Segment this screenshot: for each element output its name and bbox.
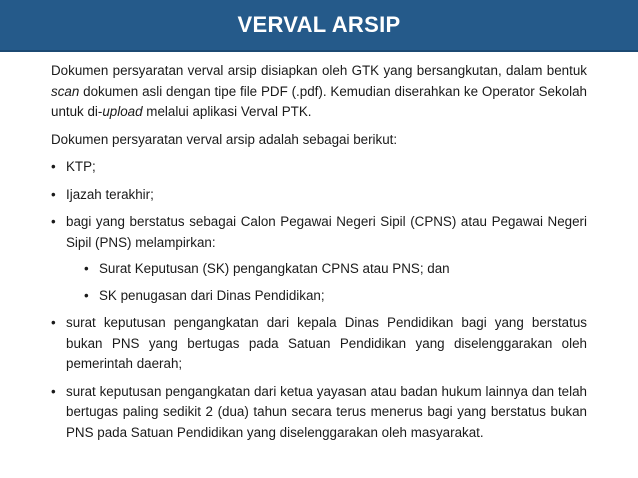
list-item-sk-yayasan: • surat keputusan pengangkatan dari ketua yayasan atau badan hukum lainnya dan telah bertugas paling sedikit 2 (dua) tahun secara terus menerus bagi yang berstatus bukan PNS pada Satuan Pendidikan yang diselenggarakan oleh masyarakat. (51, 382, 587, 444)
list-item-ijazah: • Ijazah terakhir; (51, 185, 587, 206)
sublist-item-sk-penugasan: • SK penugasan dari Dinas Pendidikan; (81, 286, 587, 307)
intro-text-1: Dokumen persyaratan verval arsip disiapkan oleh GTK yang bersangkutan, dalam bentuk (51, 63, 587, 78)
requirements-list (51, 157, 587, 443)
list-item-ktp: • KTP; (51, 157, 587, 178)
intro-text-3: melalui aplikasi Verval PTK. (142, 104, 312, 119)
intro-upload-term: upload (102, 104, 143, 119)
document-body (51, 61, 587, 450)
list-item-cpns-pns: • bagi yang berstatus sebagai Calon Pegawai Negeri Sipil (CPNS) atau Pegawai Negeri Sipil (PNS) melampirkan: • Surat Keputusan (SK) pengangkatan CPNS atau PNS; dan • SK penugasan dari Dinas Pendidikan; (51, 212, 587, 306)
sublist-item-sk-pengangkatan: • Surat Keputusan (SK) pengangkatan CPNS atau PNS; dan (81, 259, 587, 280)
intro-text-2: dokumen asli dengan tipe file PDF (.pdf). Kemudian diserahkan ke Operator Sekolah untuk di- (51, 83, 587, 119)
intro-scan-term: scan (51, 83, 80, 99)
cpns-pns-sublist (66, 259, 587, 306)
list-item-sk-dinas: • surat keputusan pengangkatan dari kepala Dinas Pendidikan bagi yang berstatus bukan PNS yang bertugas pada Satuan Pendidikan yang diselenggarakan oleh pemerintah daerah; (51, 313, 587, 375)
page-title: VERVAL ARSIP (237, 12, 401, 37)
header-bar (0, 0, 638, 52)
list-intro: Dokumen persyaratan verval arsip adalah sebagai berikut: (51, 131, 398, 147)
intro-paragraph (51, 61, 587, 123)
